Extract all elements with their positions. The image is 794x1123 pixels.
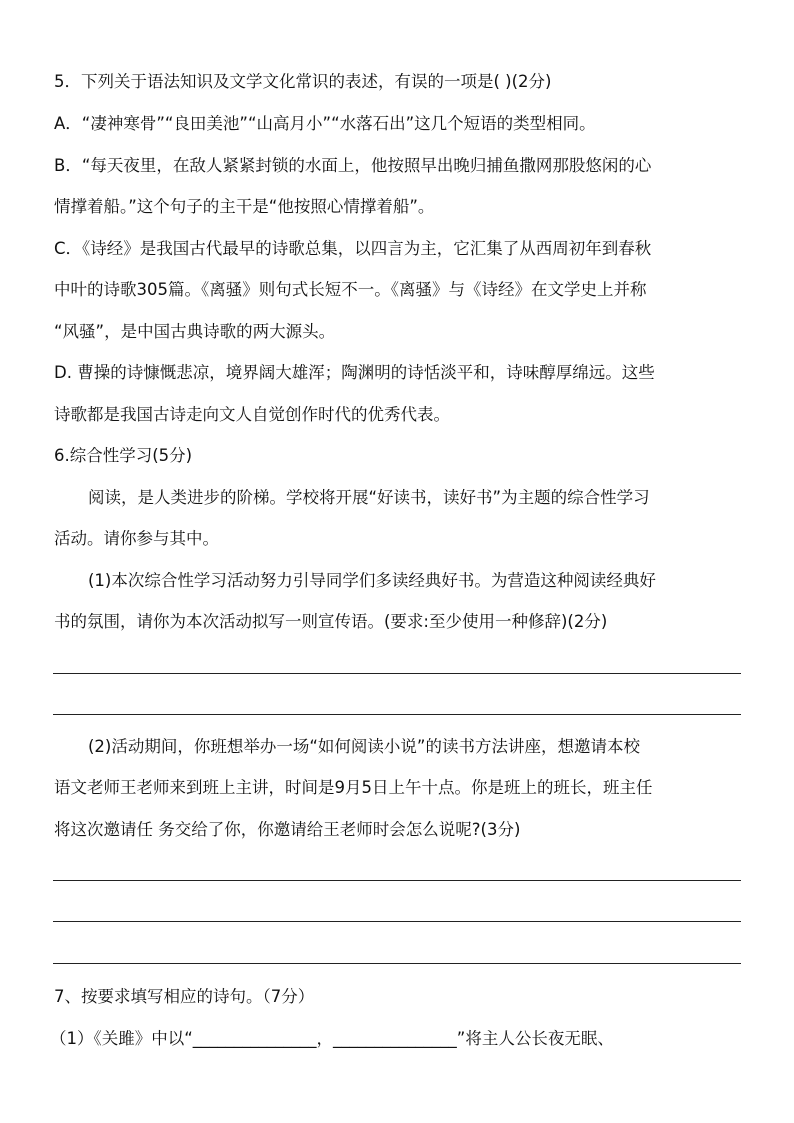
q6-part1-answer-line-2[interactable] bbox=[53, 714, 741, 715]
q5-option-b-line1: B．“每天夜里，在敌人紧紧封锁的水面上，他按照早出晚归捕鱼撒网那股悠闲的心 bbox=[54, 156, 652, 175]
q6-part2-answer-line-3[interactable] bbox=[53, 963, 741, 964]
q6-part2-answer-line-2[interactable] bbox=[53, 921, 741, 922]
q6-part2-line1: (2)活动期间，你班想举办一场“如何阅读小说”的读书方法讲座，想邀请本校 bbox=[88, 737, 640, 756]
q7-item1: （1）《关雎》中以“_______________，_______________”将主人公长夜无眠、 bbox=[50, 1029, 614, 1048]
q5-option-c-line2: 中叶的诗歌305篇。《离骚》则句式长短不一。《离骚》与《诗经》在文学史上并称 bbox=[54, 280, 647, 299]
q6-part2-line2: 语文老师王老师来到班上主讲，时间是9月5日上午十点。你是班上的班长，班主任 bbox=[54, 778, 653, 797]
q6-part1-line2: 书的氛围，请你为本次活动拟写一则宣传语。(要求:至少使用一种修辞)(2分) bbox=[54, 612, 608, 631]
q6-part1-line1: (1)本次综合性学习活动努力引导同学们多读经典好书。为营造这种阅读经典好 bbox=[88, 571, 656, 590]
q5-option-c-line3: “风骚”，是中国古典诗歌的两大源头。 bbox=[54, 322, 336, 341]
q5-stem: 5．下列关于语法知识及文学文化常识的表述，有误的一项是( )(2分) bbox=[54, 72, 552, 91]
q5-option-c-line1: C．《诗经》是我国古代最早的诗歌总集，以四言为主，它汇集了从西周初年到春秋 bbox=[54, 239, 652, 258]
q6-title: 6.综合性学习(5分) bbox=[54, 446, 193, 465]
q6-part2-answer-line-1[interactable] bbox=[53, 880, 741, 881]
q6-intro-line2: 活动。请你参与其中。 bbox=[54, 529, 219, 548]
q5-option-a: A．“凄神寒骨”“良田美池”“山高月小”“水落石出”这几个短语的类型相同。 bbox=[54, 114, 596, 133]
q6-intro-line1: 阅读，是人类进步的阶梯。学校将开展“好读书，读好书”为主题的综合性学习 bbox=[88, 488, 650, 507]
q5-option-d-line1: D. 曹操的诗慷慨悲凉，境界阔大雄浑；陶渊明的诗恬淡平和，诗味醇厚绵远。这些 bbox=[54, 363, 655, 382]
q5-option-b-line2: 情撑着船。”这个句子的主干是“他按照心情撑着船”。 bbox=[54, 197, 435, 216]
q6-part2-line3: 将这次邀请任 务交给了你，你邀请给王老师时会怎么说呢?(3分) bbox=[54, 820, 521, 839]
q5-option-d-line2: 诗歌都是我国古诗走向文人自觉创作时代的优秀代表。 bbox=[54, 405, 450, 424]
q7-title: 7、按要求填写相应的诗句。（7分） bbox=[54, 987, 315, 1006]
q6-part1-answer-line-1[interactable] bbox=[53, 673, 741, 674]
